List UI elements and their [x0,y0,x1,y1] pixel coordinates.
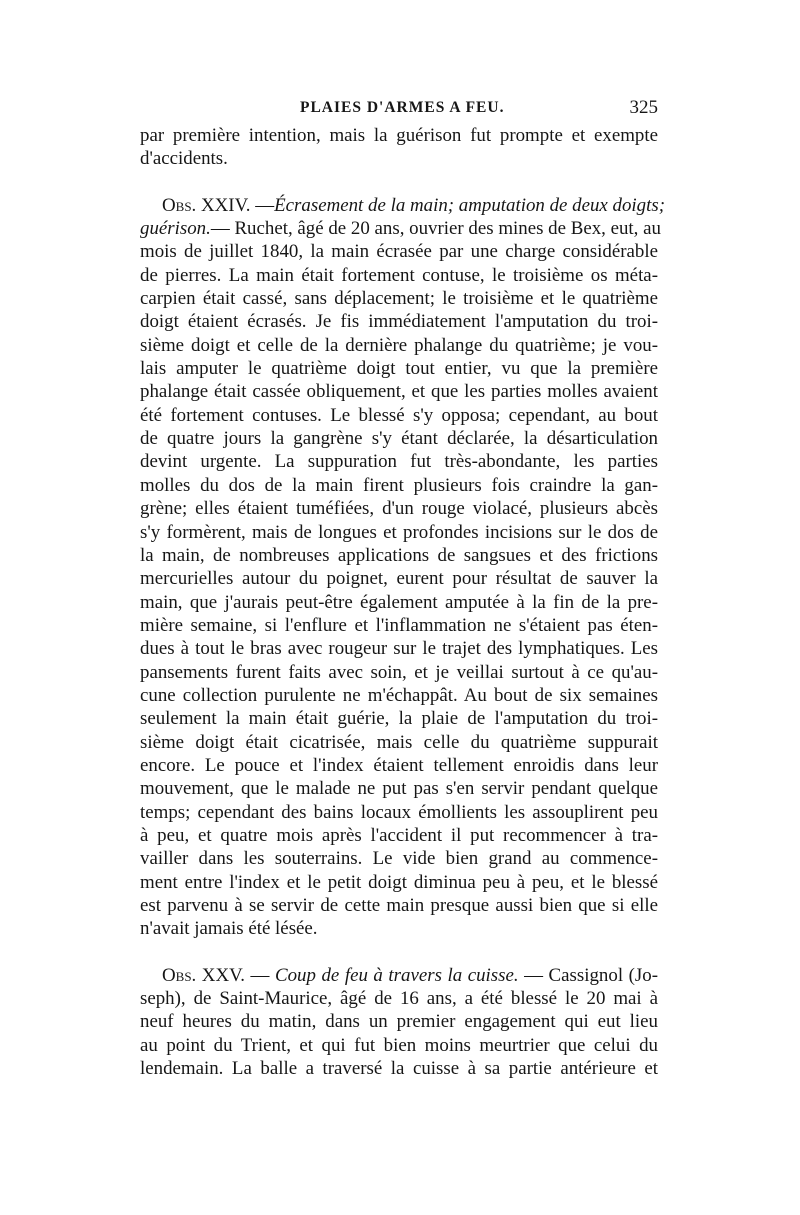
text-line: guérison.— Ruchet, âgé de 20 ans, ouvrier des mines de Bex, eut, au [140,218,661,240]
text-line: grène; elles étaient tuméfiées, d'un rouge violacé, plusieurs abcès [140,498,658,520]
text-line: devint urgente. La suppuration fut très-abondante, les parties [140,451,658,473]
text-line: au point du Trient, et qui fut bien moins meurtrier que celui du [140,1034,658,1056]
obs-title: Écrasement de la main; amputation de deux doigts; [274,194,665,216]
text-line: s'y formèrent, mais de longues et profondes incisions sur le dos de [140,521,658,543]
text-line: seph), de Saint-Maurice, âgé de 16 ans, a été blessé le 20 mai à [140,988,658,1010]
running-header [140,97,658,121]
text-line: mercurielles autour du poignet, eurent pour résultat de sauver la [140,568,658,590]
text-line: été fortement contuses. Le blessé s'y opposa; cependant, au bout [140,404,658,426]
text-line: doigt étaient écrasés. Je fis immédiatement l'amputation du troi- [140,311,658,333]
text-line: carpien était cassé, sans déplacement; le troisième et le quatrième [140,288,658,310]
text-line: de quatre jours la gangrène s'y étant déclarée, la désarticulation [140,428,658,450]
text-line: est parvenu à se servir de cette main presque aussi bien que si elle [140,895,658,916]
text-line: temps; cependant des bains locaux émollients les assouplirent peu [140,801,658,823]
body-text [140,124,665,1080]
text-line: cune collection purulente ne m'échappât. Au bout de six semaines [140,684,658,706]
obs-title: guérison. [140,218,211,240]
text-line: neuf heures du matin, dans un premier engagement qui eut lieu [140,1011,658,1033]
obs-title: Coup de feu à travers la cuisse. [274,964,519,986]
text-line: encore. Le pouce et l'index étaient tellement enroidis dans leur [140,754,658,776]
text-line: molles du dos de la main firent plusieurs fois craindre la gan- [140,474,658,496]
text-line: sième doigt et celle de la dernière phalange du quatrième; je vou- [140,334,658,356]
text-line: vailler dans les souterrains. Le vide bien grand au commence- [140,848,658,870]
text-line: main, que j'aurais peut-être également amputée à la fin de la pre- [140,591,658,613]
text-line: mouvement, que le malade ne put pas s'en servir pendant quelque [140,778,658,800]
text-line: lais amputer le quatrième doigt tout entier, vu que la première [140,358,658,380]
obs-xxv-heading: Obs. XXV. — Coup de feu à travers la cuisse. — Cassignol (Jo- [162,964,658,986]
text-line: à peu, et quatre mois après l'accident il put recommencer à tra- [140,824,658,846]
page-number: 325 [629,97,658,118]
text-line: par première intention, mais la guérison fut prompte et exempte [140,125,658,146]
text-line: mois de juillet 1840, la main écrasée par une charge considérable [140,241,658,263]
text-line: lendemain. La balle a traversé la cuisse à sa partie antérieure et [140,1058,658,1080]
running-title: PLAIES D'ARMES A FEU. [300,99,505,116]
text-line: d'accidents. [140,148,228,170]
obs-label: Obs. XXV. [162,964,246,986]
text-line: la main, de nombreuses applications de sangsues et des frictions [140,544,658,566]
text-line: sième doigt était cicatrisée, mais celle du quatrième suppurait [140,731,658,753]
text-line: dues à tout le bras avec rougeur sur le trajet des lymphatiques. Les [140,638,658,660]
text-line: seulement la main était guérie, la plaie de l'amputation du troi- [140,708,658,730]
text-line: ment entre l'index et le petit doigt diminua peu à peu, et le blessé [140,871,658,893]
text-line: phalange était cassée obliquement, et que les parties molles avaient [140,381,658,403]
text-line: mière semaine, si l'enflure et l'inflammation ne s'étaient pas éten- [140,614,658,636]
obs-xxiv-heading: Obs. XXIV. —Écrasement de la main; amputation de deux doigts; [162,194,665,216]
text-line: pansements furent faits avec soin, et je veillai surtout à ce qu'au- [140,661,658,683]
obs-label: Obs. XXIV. [162,194,251,216]
text-line: de pierres. La main était fortement contuse, le troisième os méta- [140,264,658,286]
text-line: n'avait jamais été lésée. [140,918,318,940]
